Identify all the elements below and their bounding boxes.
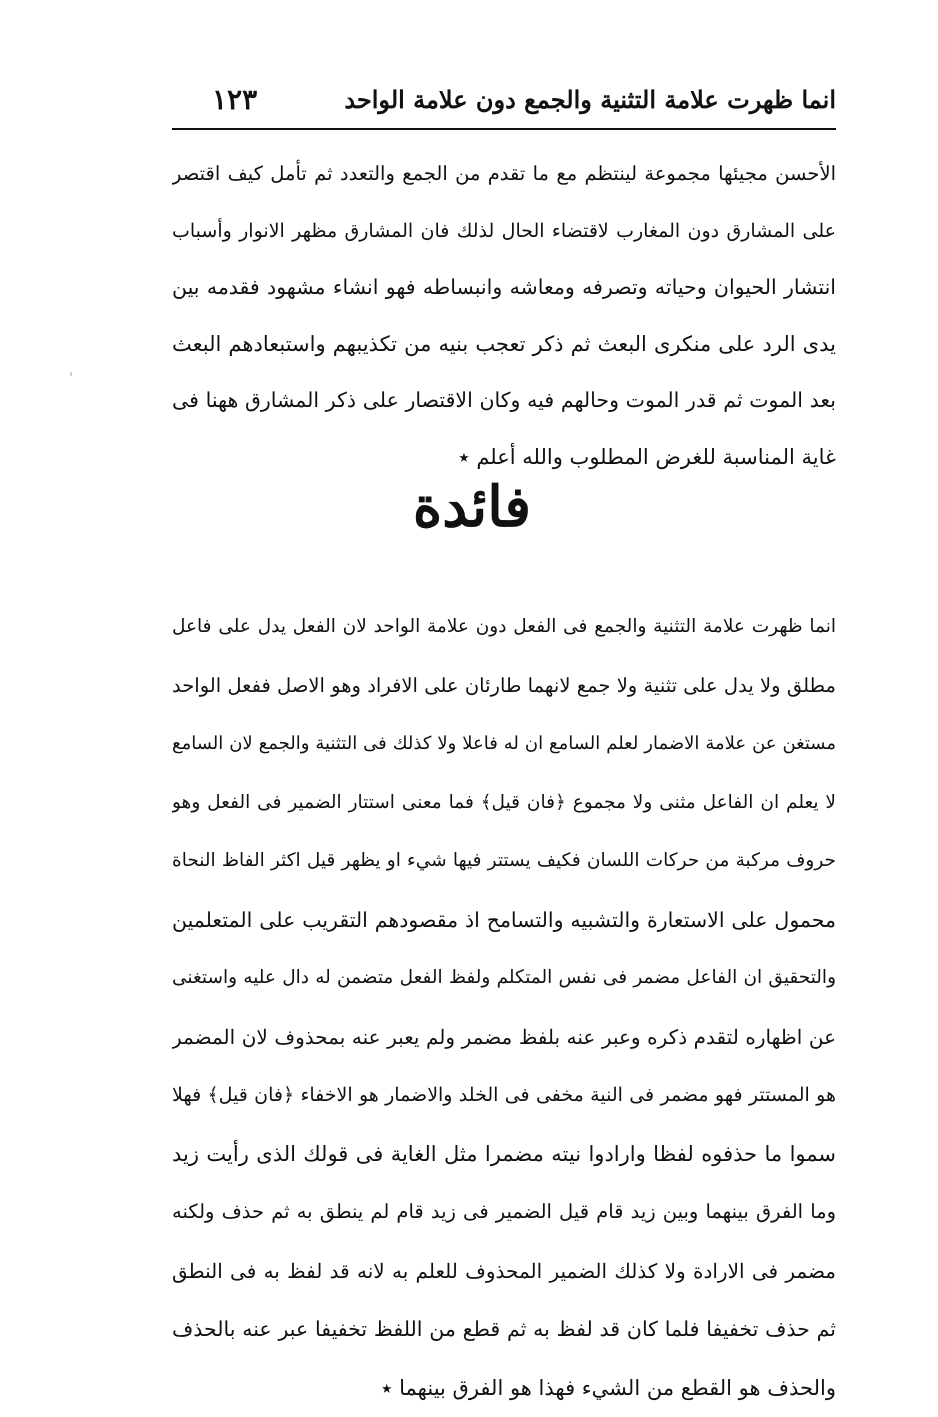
text-line: مطلق ولا يدل على تثنية ولا جمع لانهما طارئان على الافراد وهو الاصل ففعل الواحد: [172, 657, 836, 716]
text-line: غاية المناسبة للغرض المطلوب والله أعلم ٭: [172, 429, 836, 486]
text-line: لا يعلم ان الفاعل مثنى ولا مجموع ﴿فان قيل﴾ فما معنى استتار الضمير فى الفعل وهو: [172, 774, 836, 833]
text-line: ثم حذف تخفيفا فلما كان قد لفظ به ثم قطع من اللفظ تخفيفا عبر عنه بالحذف: [172, 1300, 836, 1359]
text-line: مستغن عن علامة الاضمار لعلم السامع ان له فاعلا ولا كذلك فى التثنية والجمع لان السامع: [172, 715, 836, 774]
section-heading: فائدة: [372, 462, 572, 552]
running-header: [172, 78, 836, 122]
text-line: بعد الموت ثم قدر الموت وحالهم فيه وكان الاقتصار على ذكر المشارق ههنا فى: [172, 372, 836, 429]
paragraph-continuation: [172, 146, 836, 485]
text-line: هو المستتر فهو مضمر فى النية مخفى فى الخلد والاضمار هو الاخفاء ﴿فان قيل﴾ فهلا: [172, 1066, 836, 1125]
text-line: يدى الرد على منكرى البعث ثم ذكر تعجب بنيه من تكذيبهم واستبعادهم البعث: [172, 316, 836, 373]
text-line: الأحسن مجيئها مجموعة لينتظم مع ما تقدم من الجمع والتعدد ثم تأمل كيف اقتصر: [172, 146, 836, 203]
text-line: وما الفرق بينهما وبين زيد قام قيل الضمير فى زيد قام لم ينطق به ثم حذف ولكنه: [172, 1183, 836, 1242]
text-line: محمول على الاستعارة والتشبيه والتسامح اذ مقصودهم التقريب على المتعلمين: [172, 891, 836, 950]
page-number: ١٢٣: [212, 78, 257, 122]
text-line: مضمر فى الارادة ولا كذلك الضمير المحذوف للعلم به لانه قد لفظ به فى النطق: [172, 1242, 836, 1301]
text-line: انتشار الحيوان وحياته وتصرفه ومعاشه وانبساطه فهو انشاء مشهود فقدمه بين: [172, 259, 836, 316]
text-line: انما ظهرت علامة التثنية والجمع فى الفعل دون علامة الواحد لان الفعل يدل على فاعل: [172, 598, 836, 657]
text-line: على المشارق دون المغارب لاقتضاء الحال لذلك فان المشارق مظهر الانوار وأسباب: [172, 203, 836, 260]
text-line: عن اظهاره لتقدم ذكره وعبر عنه بلفظ مضمر ولم يعبر عنه بمحذوف لان المضمر: [172, 1008, 836, 1067]
running-title: انما ظهرت علامة التثنية والجمع دون علامة الواحد: [344, 78, 836, 122]
margin-speck: [70, 372, 72, 376]
paragraph-faida: [172, 598, 836, 1417]
header-rule: [172, 128, 836, 130]
text-line: سموا ما حذفوه لفظا وارادوا نيته مضمرا مثل الغاية فى قولك الذى رأيت زيد: [172, 1125, 836, 1184]
text-line: حروف مركبة من حركات اللسان فكيف يستتر فيها شيء او يظهر قيل اكثر الفاظ النحاة: [172, 832, 836, 891]
text-line: والتحقيق ان الفاعل مضمر فى نفس المتكلم ولفظ الفعل متضمن له دال عليه واستغنى: [172, 949, 836, 1008]
text-line: والحذف هو القطع من الشيء فهذا هو الفرق بينهما ٭: [172, 1359, 836, 1417]
